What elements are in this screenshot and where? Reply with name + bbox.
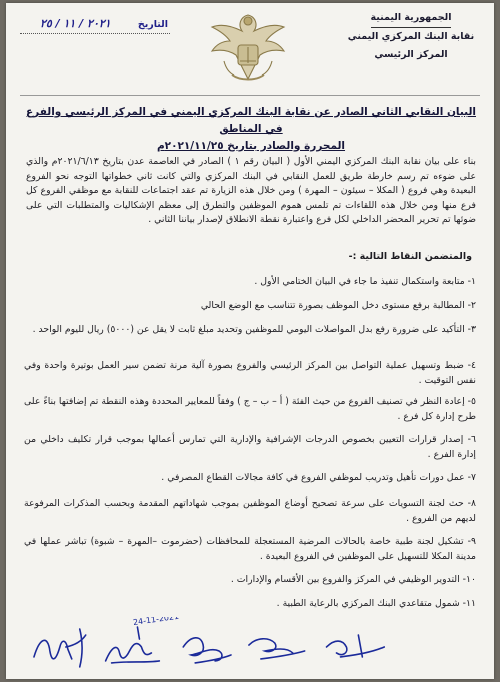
- letterhead-branch: المركز الرئيسي: [374, 49, 448, 60]
- list-item: ٣- التأكيد على ضرورة رفع بدل المواصلات اليومي للموظفين وتحديد مبلغ ثابت لا يقل عن (٥٠٠٠) ريال لليوم الواحد .: [32, 324, 476, 335]
- signature-date: 24-11-2021: [132, 617, 180, 628]
- header-divider: [20, 95, 480, 96]
- list-item: ٦- إصدار قرارات التعيين بخصوص الدرجات الإشرافية والإدارية التي تمارس أعمالها بموجب قرار تكليف داخلي من إدارة الفرع .: [24, 434, 476, 460]
- list-item: ٩- تشكيل لجنة طبية خاصة بالحالات المرضية المستعجلة للمحافظات (حضرموت –المهرة – شبوة) تباشر عملها في مدينة المكلا للتسهيل على الموظفين في الفروع البعيدة .: [24, 536, 476, 562]
- list-item: ١- متابعة واستكمال تنفيذ ما جاء في البيان الختامي الأول .: [254, 276, 476, 287]
- list-item: ٤- ضبط وتسهيل عملية التواصل بين المركز الرئيسي والفروع بصورة آلية مرنة تضمن سير العمل بوتيرة واحدة وفي نفس التوقيت .: [24, 360, 476, 386]
- list-item: ٨- حث لجنة التسويات على سرعة تصحيح أوضاع الموظفين بموجب شهاداتهم المقدمة وبحسب المذكرات المرفوعة لديهم من الفروع .: [24, 498, 476, 524]
- letterhead-organization: نقابة البنك المركزي اليمني: [347, 31, 475, 42]
- list-item: ٧- عمل دورات تأهيل وتدريب لموظفي الفروع في كافة مجالات القطاع المصرفي .: [161, 472, 476, 483]
- letterhead-country: الجمهورية اليمنية: [371, 9, 452, 28]
- letterhead: [346, 9, 476, 64]
- list-item: ١٠- التدوير الوظيفي في المركز والفروع بين الأقسام والإدارات .: [230, 574, 476, 585]
- title-line-2: المحررة والصادر بتاريخ ٢٠٢١/١١/٢٥م: [156, 140, 346, 152]
- list-item: ٥- إعادة النظر في تصنيف الفروع من حيث الفئة ( أ – ب – ج ) وفقاً للمعايير المحددة وهذه النقطة تم إضافتها بناءً على طرح إدارة كل فرع .: [24, 396, 476, 422]
- title-line-1: البيان النقابي الثاني الصادر عن نقابة البنك المركزي اليمني في المركز الرئيسي والفرع في المناطق: [26, 106, 476, 135]
- handwritten-signatures: [26, 617, 434, 675]
- document-page: [6, 3, 494, 679]
- yemen-eagle-emblem: [204, 5, 292, 89]
- points-heading: والمتضمن النقاط التالية :-: [348, 251, 472, 262]
- date-label: التاريخ: [137, 19, 168, 30]
- list-item: ٢- المطالبة برفع مستوى دخل الموظف بصورة تتناسب مع الوضع الحالي: [200, 300, 476, 311]
- statement-title: [24, 104, 478, 155]
- signatures-area: [26, 617, 434, 675]
- list-item: ١١- شمول متقاعدي البنك المركزي بالرعاية الطبية .: [276, 598, 476, 609]
- date-value: ٢٠٢١ / ١١ / ٢٥: [40, 17, 111, 30]
- intro-paragraph: بناء على بيان نقابة البنك المركزي اليمني الأول ( البيان رقم ١ ) الصادر في العاصمة عدن بتاريخ ٢٠٢١/٦/١٣م والذي على ضوءه تم رسم خارطة طريق للعمل النقابي في البنك المركزي والتي كانت ثاني خطواتها التوجه نحو الفروع البعيدة وهي فروع ( المكلا – سيئون – المهرة ) ومن خلال هذه الزيارة تم عقد اجتماعات للنقابة مع موظفي الفروع كل فرع منها ومن خلال هذه اللقاءات تم تلمس هموم الموظفين والتطرق إلى معظم الإشكاليات والمتطلبات التي على ضوئها تم تحرير المحضر الداخلي لكل فرع واعتبارة نقطة الانطلاق لإصدار بياننا الثاني .: [26, 156, 476, 225]
- date-field: [20, 19, 170, 37]
